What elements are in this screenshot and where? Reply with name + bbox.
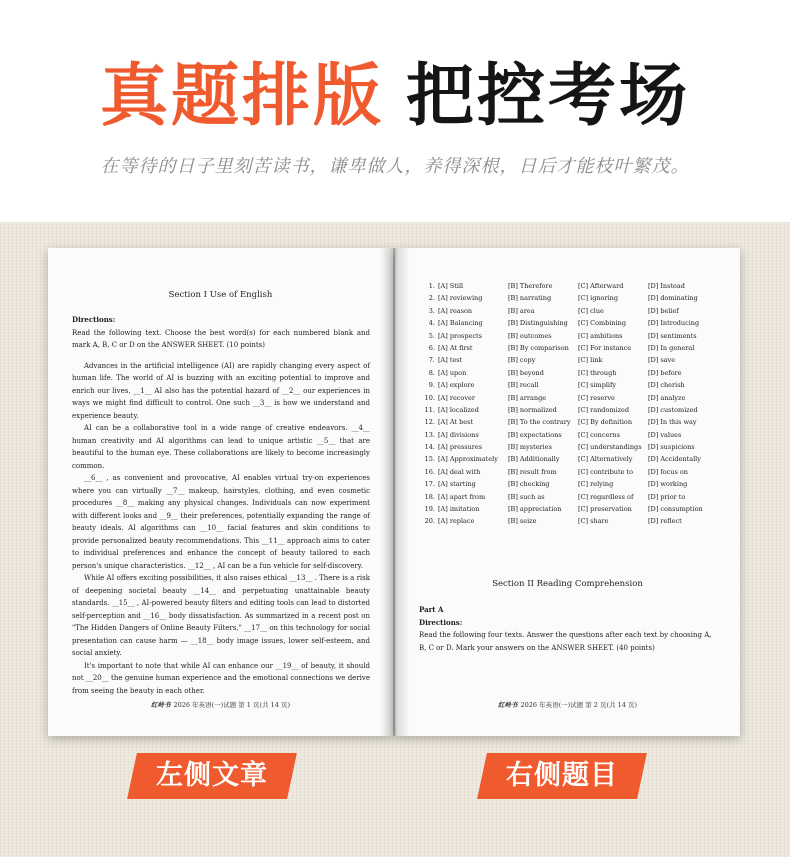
option-number: 14.: [424, 443, 435, 452]
right-exam-page: [395, 248, 740, 736]
option-number: 3.: [428, 306, 435, 315]
left-tag-label: 左侧文章: [156, 760, 268, 791]
option-row: [421, 379, 721, 391]
option-row: [421, 491, 721, 503]
option-c: [C] ignoring: [578, 294, 618, 303]
option-d: [D] focus on: [648, 467, 688, 476]
option-c: [C] preservation: [578, 505, 632, 514]
option-a: [A] localized: [438, 405, 479, 414]
passage-paragraph: AI can be a collaborative tool in a wide range of creative endeavors. __4__ human creativity and AI algorithms can lead to unique artistic __5__ that are beautiful to the human eye. These collaborations are likely to become increasingly common.: [72, 424, 370, 470]
option-row: [421, 367, 721, 379]
option-a: [A] imitation: [438, 505, 480, 514]
option-b: [B] outcomes: [508, 331, 552, 340]
option-b: [B] appreciation: [508, 505, 562, 514]
option-row: [421, 317, 721, 329]
right-tag-label: 右侧题目: [506, 760, 618, 791]
headline-red: 真题排版: [99, 57, 384, 136]
directions-label: Directions:: [72, 315, 116, 324]
option-number: 6.: [428, 343, 435, 352]
option-b: [B] Therefore: [508, 282, 553, 290]
option-row: [421, 404, 721, 416]
option-a: [A] At first: [438, 343, 473, 352]
option-d: [D] belief: [648, 306, 679, 315]
option-d: [D] values: [648, 430, 682, 439]
option-c: [C] clue: [578, 306, 604, 315]
option-row: [421, 429, 721, 441]
right-section-title: Section II Reading Comprehension: [492, 579, 643, 589]
option-row: [421, 416, 721, 428]
option-b: [B] beyond: [508, 368, 544, 377]
option-a: [A] reason: [438, 306, 473, 315]
option-b: [B] such as: [508, 492, 545, 501]
option-a: [A] pressures: [438, 443, 483, 452]
headline: [0, 58, 790, 136]
option-c: [C] randomized: [578, 405, 630, 414]
option-c: [C] ambitions: [578, 331, 623, 340]
option-d: [D] Instead: [648, 282, 685, 290]
option-number: 2.: [428, 294, 435, 303]
option-row: [421, 466, 721, 478]
option-number: 7.: [428, 356, 435, 365]
option-b: [B] By comparison: [508, 343, 569, 352]
option-c: [C] concerns: [578, 430, 620, 439]
option-row: [421, 342, 721, 354]
option-b: [B] narrating: [508, 294, 552, 303]
option-a: [A] test: [438, 356, 463, 365]
option-c: [C] Afterward: [578, 282, 624, 290]
option-c: [C] through: [578, 368, 617, 377]
option-row: [421, 441, 721, 453]
option-d: [D] save: [648, 356, 676, 365]
option-d: [D] dominating: [648, 294, 698, 303]
option-number: 15.: [424, 455, 435, 464]
option-b: [B] Distinguishing: [508, 319, 568, 328]
left-section-title: Section I Use of English: [168, 290, 273, 300]
option-d: [D] In general: [648, 343, 695, 352]
option-c: [C] link: [578, 356, 603, 365]
option-a: [A] apart from: [438, 492, 486, 501]
right-page-footer: [395, 700, 740, 709]
option-number: 17.: [424, 480, 435, 489]
option-d: [D] suspicions: [648, 443, 695, 452]
directions-label: Directions:: [419, 617, 463, 627]
option-b: [B] recall: [508, 381, 539, 390]
option-d: [D] working: [648, 480, 688, 489]
option-row: [421, 392, 721, 404]
option-c: [C] Alternatively: [578, 455, 633, 464]
option-b: [B] copy: [508, 356, 536, 365]
option-d: [D] cherish: [648, 381, 685, 390]
option-d: [D] reflect: [648, 517, 682, 526]
option-a: [A] upon: [438, 368, 467, 377]
right-questions-tag: [477, 753, 647, 799]
option-number: 5.: [428, 331, 435, 340]
option-b: [B] area: [508, 306, 535, 315]
option-b: [B] result from: [508, 467, 557, 476]
option-number: 16.: [424, 467, 435, 476]
book-spine-shadow: [380, 248, 410, 736]
option-number: 12.: [424, 418, 435, 427]
subtitle: 在等待的日子里刻苦读书，谦卑做人，养得深根，日后才能枝叶繁茂。: [100, 156, 690, 177]
directions-text: Read the following text. Choose the best word(s) for each numbered blank and mark A, B, C or D on the ANSWER SHEET. (10 points): [72, 328, 370, 349]
option-a: [A] Still: [438, 282, 464, 290]
option-number: 11.: [424, 405, 435, 414]
option-row: [421, 330, 721, 342]
option-d: [D] customized: [648, 405, 698, 414]
option-number: 13.: [424, 430, 435, 439]
part-a-block: [419, 604, 719, 654]
passage-paragraph: Advances in the artificial intelligence (AI) are rapidly changing every aspect of human life. The world of AI is buzzing with an exciting potential to improve and enrich our lives. __1__ AI also has the potential hazard of __2__ our experiences in ways we might find difficult to control. One such __3__ is how we understand and experience beauty.: [72, 361, 370, 420]
directions-text: Read the following four texts. Answer the questions after each text by choosing A, B, C or D. Mark your answers on the ANSWER SHEET. (40 points): [419, 631, 712, 652]
option-row: [421, 354, 721, 366]
option-b: [B] Additionally: [508, 455, 560, 464]
option-c: [C] regardless of: [578, 492, 634, 501]
option-d: [D] consumption: [648, 505, 703, 514]
option-number: 20.: [424, 517, 435, 526]
option-a: [A] Approximately: [438, 455, 498, 464]
option-number: 4.: [428, 319, 435, 328]
option-c: [C] understandings: [578, 443, 642, 452]
option-c: [C] reserve: [578, 393, 615, 402]
option-b: [B] To the contrary: [508, 418, 571, 427]
part-a-label: Part A: [419, 605, 444, 614]
right-footer-text: 2026 年英语(一)试题 第 2 页(共 14 页): [520, 701, 637, 709]
option-b: [B] expectations: [508, 430, 562, 439]
option-a: [A] recover: [438, 393, 475, 402]
option-number: 18.: [424, 492, 435, 501]
option-row: [421, 515, 721, 527]
option-c: [C] By definition: [578, 418, 633, 427]
option-d: [D] Accidentally: [648, 455, 701, 464]
option-row: [421, 503, 721, 515]
left-page-footer: [48, 700, 393, 709]
option-c: [C] simplify: [578, 381, 617, 390]
option-a: [A] starting: [438, 480, 476, 489]
option-c: [C] For instance: [578, 343, 632, 352]
option-row: [421, 292, 721, 304]
option-number: 19.: [424, 505, 435, 514]
option-a: [A] replace: [438, 517, 475, 526]
option-row: [421, 305, 721, 317]
left-footer-text: 2026 年英语(一)试题 第 1 页(共 14 页): [173, 701, 290, 709]
option-a: [A] explore: [438, 381, 475, 390]
option-c: [C] contribute to: [578, 467, 634, 476]
headline-black: 把控考场: [406, 57, 691, 136]
option-a: [A] deal with: [438, 467, 481, 476]
option-a: [A] At best: [438, 418, 474, 427]
option-a: [A] reviewing: [438, 294, 483, 303]
option-a: [A] Balancing: [438, 319, 483, 328]
option-number: 1.: [428, 282, 435, 290]
option-d: [D] analyze: [648, 393, 686, 402]
option-d: [D] Introducing: [648, 319, 700, 328]
option-row: [421, 478, 721, 490]
option-number: 10.: [424, 393, 435, 402]
publisher-logo: 红岭书: [151, 701, 171, 709]
passage-paragraph: It's important to note that while AI can enhance our __19__ of beauty, it should not __20__ the genuine human experience and the emotional connections we derive from seeing the beauty in each other.: [72, 661, 370, 695]
option-d: [D] In this way: [648, 418, 697, 427]
option-b: [B] checking: [508, 480, 550, 489]
left-article-tag: [127, 753, 297, 799]
answer-options-list: [421, 280, 721, 528]
option-row: [421, 280, 721, 292]
option-d: [D] sentiments: [648, 331, 697, 340]
option-b: [B] seize: [508, 517, 537, 526]
option-c: [C] relying: [578, 480, 614, 489]
passage-paragraph: While AI offers exciting possibilities, it also raises ethical __13__ . There is a risk of deepening societal beauty __14__ and perpetuating unattainable beauty standards. __15__ , AI-powered beauty filters and editing tools can lead to distorted self-perception and __16__ body dissatisfaction. As summarized in a recent post on "The Hidden Dangers of Online Beauty Filters," __17__ on this technology for social presentation can cause harm — __18__ body image issues, lower self-esteem, and social anxiety.: [72, 574, 370, 657]
option-row: [421, 453, 721, 465]
option-number: 9.: [428, 381, 435, 390]
option-d: [D] prior to: [648, 492, 686, 501]
option-a: [A] divisions: [438, 430, 479, 439]
passage-paragraph: __6__ , as convenient and provocative, AI enables virtual try-on experiences where you can virtually __7__ makeup, hairstyles, clothing, and even cosmetic procedures __8__ making any physical changes. Individuals can now experiment with different looks and __9__ their preferences, potentially expanding the range of beauty ideals. AI algorithms can __10__ facial features and skin conditions to provide personalized beauty recommendations. This __11__ approach aims to cater to individual preferences and enhance the concept of beauty tailored to each person's unique characteristics. __12__ , AI can be a fun vehicle for self-discovery.: [72, 474, 370, 570]
option-a: [A] prospects: [438, 331, 482, 340]
option-c: [C] share: [578, 517, 609, 526]
option-number: 8.: [428, 368, 435, 377]
publisher-logo: 红岭书: [498, 701, 518, 709]
option-c: [C] Combining: [578, 319, 627, 328]
left-exam-page: [48, 248, 393, 736]
option-d: [D] before: [648, 368, 682, 377]
option-b: [B] normalized: [508, 405, 557, 414]
left-page-body: [72, 314, 370, 697]
option-b: [B] arrange: [508, 393, 547, 402]
option-b: [B] mysteries: [508, 443, 552, 452]
